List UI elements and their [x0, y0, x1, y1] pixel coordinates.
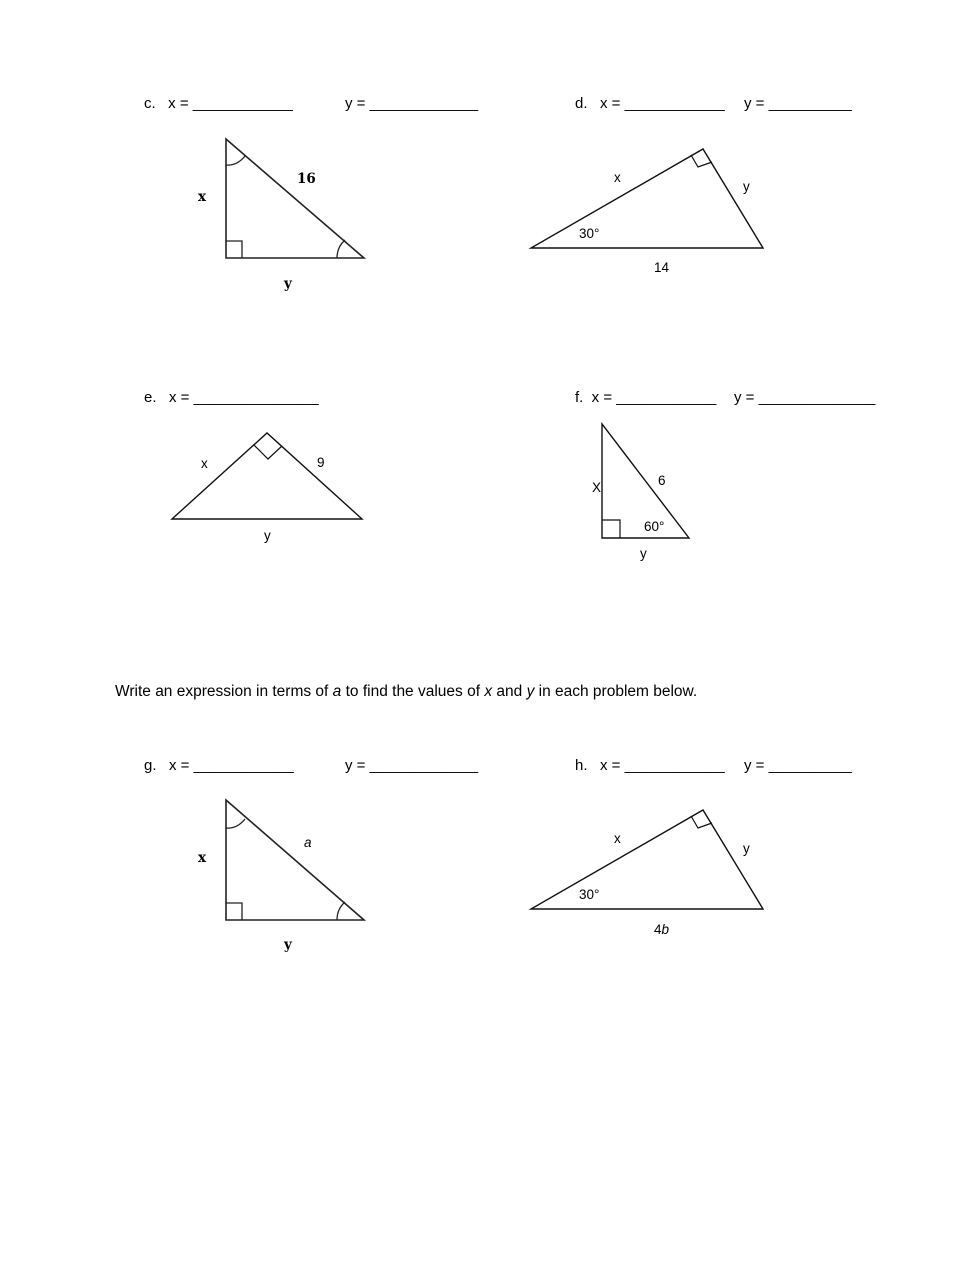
label-f-angle: 60°: [644, 519, 665, 534]
instruction-part-2: to find the values of: [341, 683, 485, 700]
label-h-base-num: 4: [654, 922, 662, 937]
label-c-x: x: [198, 189, 207, 205]
label-e-side: 9: [317, 455, 325, 470]
label-g-hyp: a: [304, 835, 312, 850]
right-angle-mark-h: [691, 816, 712, 828]
problem-g-y-prompt: y = _____________: [345, 757, 479, 774]
label-e-y: y: [264, 528, 271, 543]
instruction-part-3: and: [492, 683, 527, 700]
problem-e-x-prompt: e. x = _______________: [144, 389, 319, 406]
problem-h-x-prompt: h. x = ____________: [575, 757, 725, 774]
label-h-base: [654, 922, 670, 937]
label-h-x: x: [614, 831, 621, 846]
label-h-base-var: b: [661, 922, 670, 937]
instruction-var-a: a: [332, 683, 342, 700]
label-c-y: y: [284, 276, 292, 292]
label-d-y: y: [743, 179, 750, 194]
problem-c-x-prompt: c. x = ____________: [144, 95, 293, 112]
label-g-x: x: [198, 850, 207, 866]
label-d-angle: 30°: [579, 226, 600, 241]
problem-h-y-prompt: y = __________: [744, 757, 853, 774]
problem-g-x-prompt: g. x = ____________: [144, 757, 294, 774]
problem-f-x-prompt: f. x = ____________: [575, 389, 717, 406]
label-f-x: X: [592, 480, 602, 495]
problem-d-x-prompt: d. x = ____________: [575, 95, 725, 112]
label-g-y: y: [284, 937, 292, 953]
label-d-x: x: [614, 170, 621, 185]
instruction-var-y: y: [526, 683, 535, 700]
instruction-part-4: in each problem below.: [534, 683, 698, 700]
problem-c-y-prompt: y = _____________: [345, 95, 479, 112]
label-d-base: 14: [654, 260, 670, 275]
instruction-part-1: Write an expression in terms of: [115, 683, 333, 700]
label-f-hyp: 6: [658, 473, 666, 488]
label-c-hyp: 16: [297, 171, 316, 187]
instruction-var-x: x: [484, 683, 493, 700]
label-h-angle: 30°: [579, 887, 600, 902]
problem-f-y-prompt: y = ______________: [734, 389, 876, 406]
triangle-h-outline: [531, 810, 763, 909]
label-e-x: x: [201, 456, 208, 471]
problem-d-y-prompt: y = __________: [744, 95, 853, 112]
label-h-y: y: [743, 841, 750, 856]
label-f-y: y: [640, 546, 647, 561]
